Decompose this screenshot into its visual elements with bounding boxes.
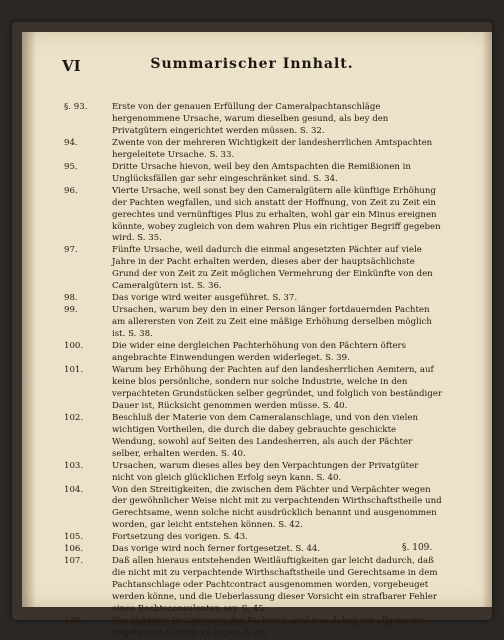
- entry-number: 103.: [64, 460, 84, 471]
- page-title: Summarischer Innhalt.: [150, 56, 354, 72]
- entry-text: Ursachen, warum dieses alles bey den Verpachtungen der Privatgüter nicht von gleich glücklichen Erfolg seyn kann. S. 40.: [112, 460, 419, 483]
- toc-entry: [64, 532, 442, 544]
- entry-number: 107.: [64, 556, 84, 567]
- entry-number: §. 93.: [64, 102, 88, 112]
- entry-text: Das vorige wird noch ferner fortgesetzet. S. 44.: [112, 544, 321, 555]
- entry-number: 105.: [64, 532, 84, 543]
- toc-entry: [64, 341, 442, 365]
- toc-entry: [64, 544, 442, 556]
- entry-text: Die wider eine dergleichen Pachterhöhung von den Pächtern öfters angebrachte Einwendungen werden widerleget. S. 39.: [112, 341, 407, 364]
- toc-entry: [64, 138, 442, 162]
- toc-entry: [64, 305, 442, 341]
- page-edge-shadow: [482, 32, 492, 607]
- toc-entry: [64, 616, 442, 640]
- page-number: VI: [62, 57, 81, 75]
- toc-entry: [64, 413, 442, 461]
- entry-text: Zwente von der mehreren Wichtigkeit der landesherrlichen Amtspachten hergeleitete Ursache. S. 33.: [112, 137, 433, 160]
- toc-entry: [64, 293, 442, 305]
- table-of-contents: [64, 102, 442, 640]
- entry-text: Von richtiger Bestimmung der Pachtzeit, und was dabey vor allgemeine Regeln zum Grunde zu legen. S. 46.: [112, 615, 425, 638]
- entry-number: 100.: [64, 341, 84, 352]
- entry-number: 94.: [64, 137, 78, 148]
- toc-entry: [64, 162, 442, 186]
- entry-text: Fortsetzung des vorigen. S. 43.: [112, 532, 248, 543]
- entry-number: 99.: [64, 305, 78, 316]
- entry-text: Beschluß der Materie von dem Cameralanschlage, und von den vielen wichtigen Vortheilen, die durch die dabey gebrauchte geschickte Wendung, sowohl auf Seiten des Landesherren, als auch der Pächter selber, erhalten werden. S. 40.: [112, 412, 419, 459]
- entry-text: Dritte Ursache hievon, weil bey den Amtspachten die Remißionen in Unglücksfällen gar sehr eingeschränket sind. S. 34.: [112, 161, 411, 184]
- entry-number: 101.: [64, 364, 84, 375]
- toc-entry: [64, 556, 442, 616]
- entry-text: Daß allen hieraus entstehenden Weitläuftigkeiten gar leicht dadurch, daß die nicht mit zu verpachtende Wirthschaftstheile und Gerechtsame in dem Pachtanschlage oder Pachtcontract ausgenommen worden, vorgebeuget werden könne, und die Ueberlassung dieser Vorsicht ein strafbarer Fehler eines Rechtsconsulenten sey. S. 45.: [112, 556, 438, 615]
- entry-number: 106.: [64, 544, 84, 555]
- entry-number: 104.: [64, 484, 84, 495]
- entry-text: Das vorige wird weiter ausgeführet. S. 37.: [112, 293, 298, 304]
- catchword: §. 109.: [402, 543, 433, 553]
- entry-text: Fünfte Ursache, weil dadurch die einmal angesetzten Pächter auf viele Jahre in der Pacht erhalten werden, dieses aber der hauptsächlichste Grund der von Zeit zu Zeit möglichen Vermehrung der Einkünfte von den Cameralgütern ist. S. 36.: [112, 245, 433, 292]
- toc-entry: [64, 461, 442, 485]
- entry-number: 98.: [64, 293, 78, 304]
- page-gutter-shadow: [22, 32, 36, 607]
- entry-text: Ursachen, warum bey den in einer Person länger fortdauernden Pachten am allerersten von Zeit zu Zeit eine mäßige Erhöhung derselben möglich ist. S. 38.: [112, 305, 432, 340]
- toc-entry: [64, 485, 442, 533]
- entry-text: Von den Streitigkeiten, die zwischen dem Pächter und Verpächter wegen der gewöhnlicher Weise nicht mit zu verpachtenden Wirthschaftstheile und Gerechtsame, wenn solche nicht ausdrücklich benannt und ausgenommen worden, gar leicht entstehen können. S. 42.: [112, 484, 442, 531]
- entry-text: Vierte Ursache, weil sonst bey den Cameralgütern alle künftige Erhöhung der Pachten wegfallen, und sich anstatt der Hoffnung, von Zeit zu Zeit ein gerechtes und vernünftiges Plus zu erhalten, wohl gar ein Minus ereignen könnte, wobey zugleich von dem wahren Plus ein richtiger Begriff gegeben wird. S. 35.: [112, 185, 441, 244]
- entry-text: Erste von der genauen Erfüllung der Cameralpachtanschläge hergenommene Ursache, warum dieselben gesund, als bey den Privatgütern eingerichtet werden müssen. S. 32.: [112, 102, 389, 136]
- toc-entry: [64, 365, 442, 413]
- toc-entry: [64, 245, 442, 293]
- entry-number: 96.: [64, 185, 78, 196]
- toc-entry: [64, 102, 442, 138]
- entry-number: 95.: [64, 161, 78, 172]
- entry-number: 108.: [64, 615, 84, 626]
- entry-text: Warum bey Erhöhung der Pachten auf den landesherrlichen Aemtern, auf keine blos persönliche, sondern nur solche Industrie, welche in den verpachteten Grundstücken selber gegründet, und folglich von beständiger Dauer ist, Rücksicht genommen werden müsse. S. 40.: [112, 364, 442, 411]
- entry-number: 102.: [64, 412, 84, 423]
- toc-entry: [64, 186, 442, 246]
- entry-number: 97.: [64, 245, 78, 256]
